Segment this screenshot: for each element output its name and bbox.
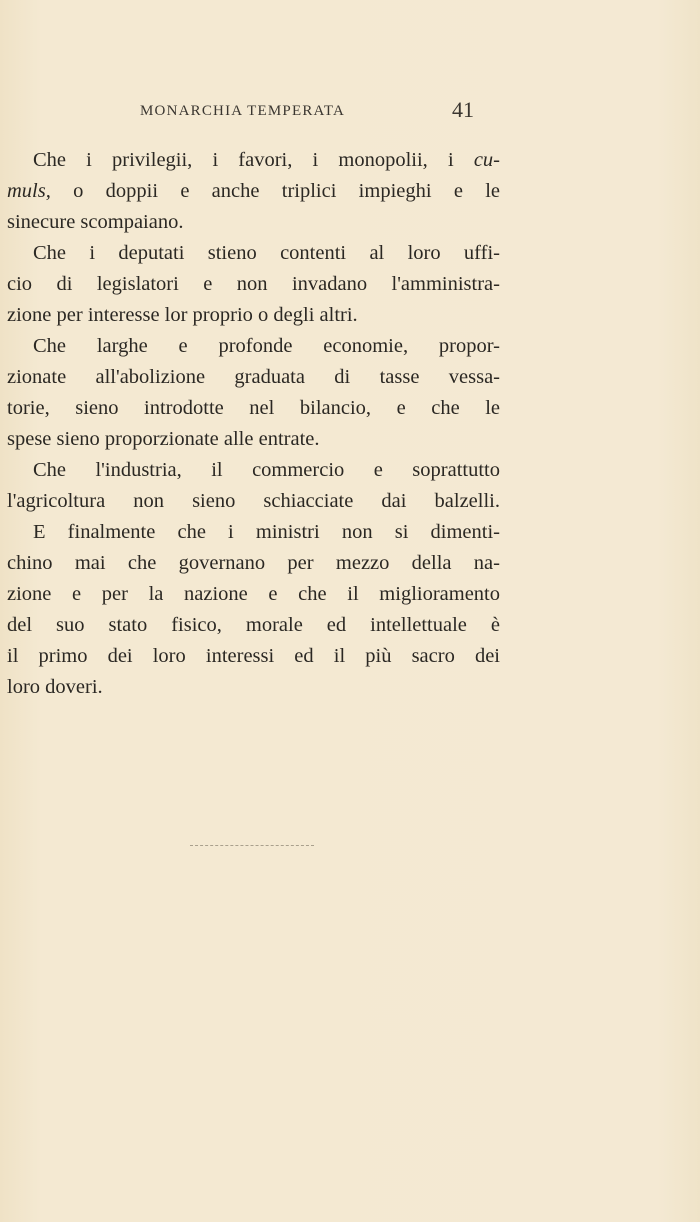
text-line: l'agricoltura non sieno schiacciate dai balzelli.: [7, 490, 500, 512]
running-title: MONARCHIA TEMPERATA: [140, 103, 346, 119]
text-line: Che l'industria, il commercio e soprattutto: [33, 459, 500, 481]
text-line: cio di legislatori e non invadano l'amministra-: [7, 273, 500, 295]
text-line: zionate all'abolizione graduata di tasse vessa-: [7, 366, 500, 388]
body-text: [7, 145, 500, 703]
text-line: sinecure scompaiano.: [7, 211, 184, 233]
text-line: torie, sieno introdotte nel bilancio, e che le: [7, 397, 500, 419]
text-line: del suo stato fisico, morale ed intellettuale è: [7, 614, 500, 636]
end-rule: [190, 845, 314, 846]
text-line: chino mai che governano per mezzo della na-: [7, 552, 500, 574]
text-line: Che i privilegii, i favori, i monopolii, i cu-: [33, 149, 500, 171]
running-head: [0, 97, 700, 127]
text-line: muls, o doppii e anche triplici impieghi e le: [7, 180, 500, 202]
text-line: Che i deputati stieno contenti al loro uffi-: [33, 242, 500, 264]
text-line: zione per interesse lor proprio o degli altri.: [7, 304, 358, 326]
text-line: Che larghe e profonde economie, propor-: [33, 335, 500, 357]
text-line: il primo dei loro interessi ed il più sacro dei: [7, 645, 500, 667]
text-line: spese sieno proporzionate alle entrate.: [7, 428, 320, 450]
text-line: E finalmente che i ministri non si dimenti-: [33, 521, 500, 543]
text-line: loro doveri.: [7, 676, 103, 698]
text-line: zione e per la nazione e che il miglioramento: [7, 583, 500, 605]
page-number: 41: [452, 97, 474, 122]
